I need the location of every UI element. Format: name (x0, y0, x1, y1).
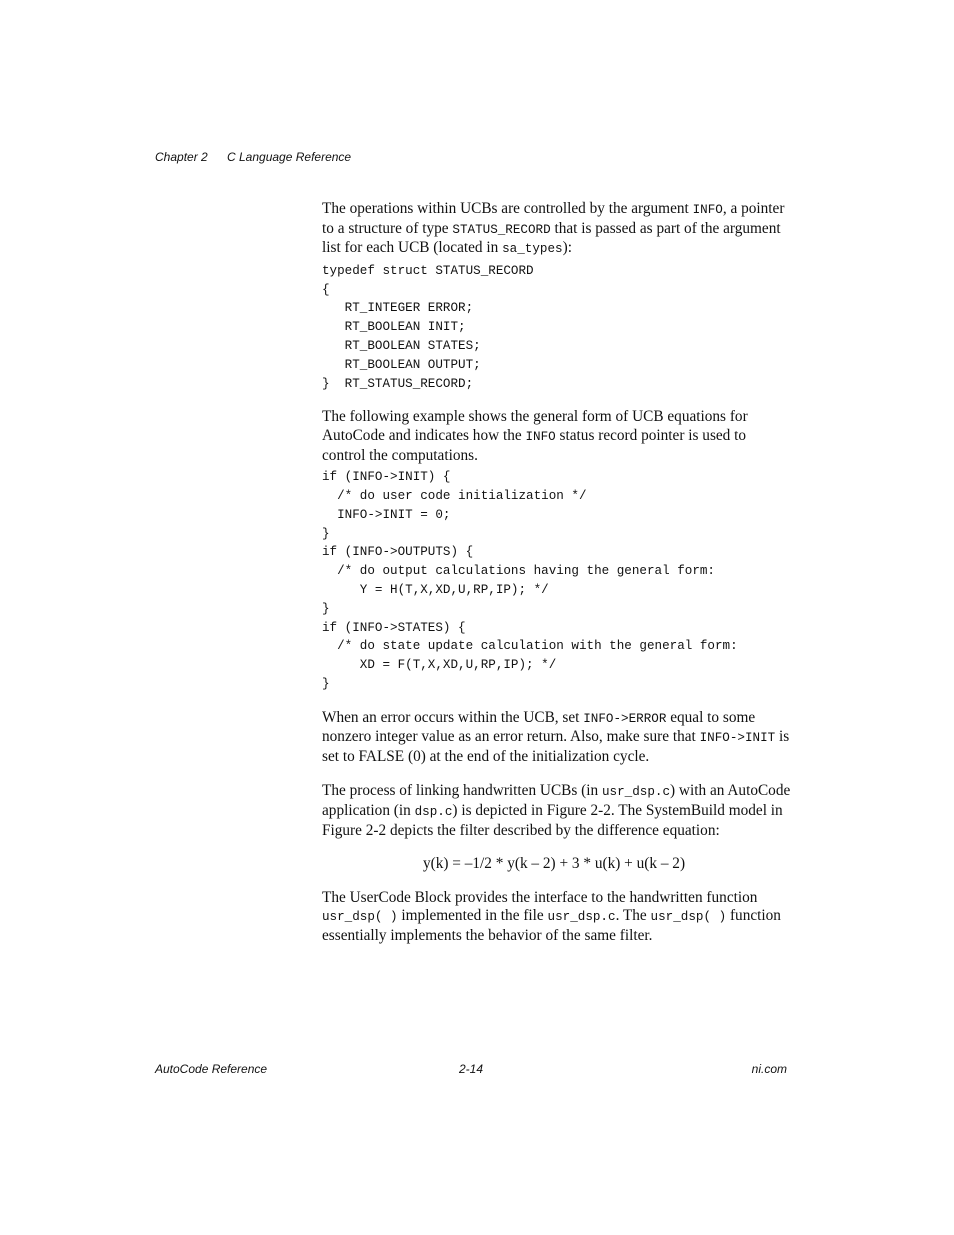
inline-code: INFO (692, 203, 723, 217)
code-block-status-record: typedef struct STATUS_RECORD { RT_INTEGER ERROR; RT_BOOLEAN INIT; RT_BOOLEAN STATES; RT_BOOLEAN OUTPUT; } RT_STATUS_RECORD; (322, 263, 534, 391)
running-header (155, 150, 351, 164)
text-run: ) is depicted in Figure 2-2. The SystemBuild model in Figure 2-2 depicts the filter described by the difference equation: (322, 802, 783, 839)
page-number: 2-14 (459, 1062, 484, 1076)
paragraph-usercode-block (322, 889, 792, 946)
inline-code: INFO->ERROR (583, 711, 667, 726)
inline-code: STATUS_RECORD (452, 222, 551, 237)
chapter-label: Chapter 2 (155, 150, 208, 164)
paragraph-info-argument (322, 200, 792, 259)
text-run: function essentially implements the behavior of the same filter. (322, 907, 781, 945)
paragraph-linking-process (322, 782, 792, 840)
inline-code: usr_dsp.c (547, 910, 616, 925)
inline-code: INFO->INIT (699, 731, 776, 746)
text-run: ): (562, 239, 572, 257)
difference-equation: y(k) = –1/2 * y(k – 2) + 3 * u(k) + u(k – 2) (422, 855, 686, 873)
paragraph-error-handling (322, 709, 792, 767)
chapter-title: C Language Reference (227, 150, 352, 164)
text-run: The operations within UCBs are controlled by the argument (322, 200, 693, 217)
text-run: The process of linking handwritten UCBs (in (322, 782, 602, 800)
inline-code: sa_types (502, 242, 563, 257)
text-run: The following example shows the general form of UCB equations for AutoCode and indicates how the (322, 408, 748, 444)
text-run: , a pointer to a structure of type (322, 200, 785, 237)
inline-code: dsp.c (414, 805, 453, 820)
footer-manual-title: AutoCode Reference (155, 1062, 268, 1076)
text-run: . The (615, 907, 651, 925)
inline-code: usr_dsp( ) (650, 910, 727, 925)
text-run: The UserCode Block provides the interface to the handwritten function (322, 888, 758, 906)
text-run: is set to FALSE (0) at the end of the initialization cycle. (322, 728, 790, 765)
main-content (322, 200, 792, 946)
inline-code: INFO (525, 429, 556, 444)
text-run: When an error occurs within the UCB, set (322, 708, 584, 726)
text-run: implemented in the file (397, 907, 548, 925)
code-block-ucb-equations: if (INFO->INIT) { /* do user code initialization */ INFO->INIT = 0; } if (INFO->OUTPUTS) { /* do output calculations having the general form: Y = H(T,X,XD,U,RP,IP); */ } if (INFO->STATES) { /* do state update calculation with the general form: XD = F(T,X,XD,U,RP,IP); */ } (322, 470, 738, 691)
paragraph-example-intro (322, 408, 792, 465)
inline-code: usr_dsp.c (601, 785, 671, 800)
footer-website: ni.com (751, 1062, 787, 1076)
text-run: ) with an AutoCode application (in (322, 782, 791, 820)
text-run: that is passed as part of the argument list for each UCB (located in (322, 219, 781, 257)
inline-code: usr_dsp( ) (322, 910, 398, 925)
text-run: equal to some nonzero integer value as an error return. Also, make sure that (322, 708, 756, 746)
text-run: status record pointer is used to control the computations. (322, 426, 747, 464)
